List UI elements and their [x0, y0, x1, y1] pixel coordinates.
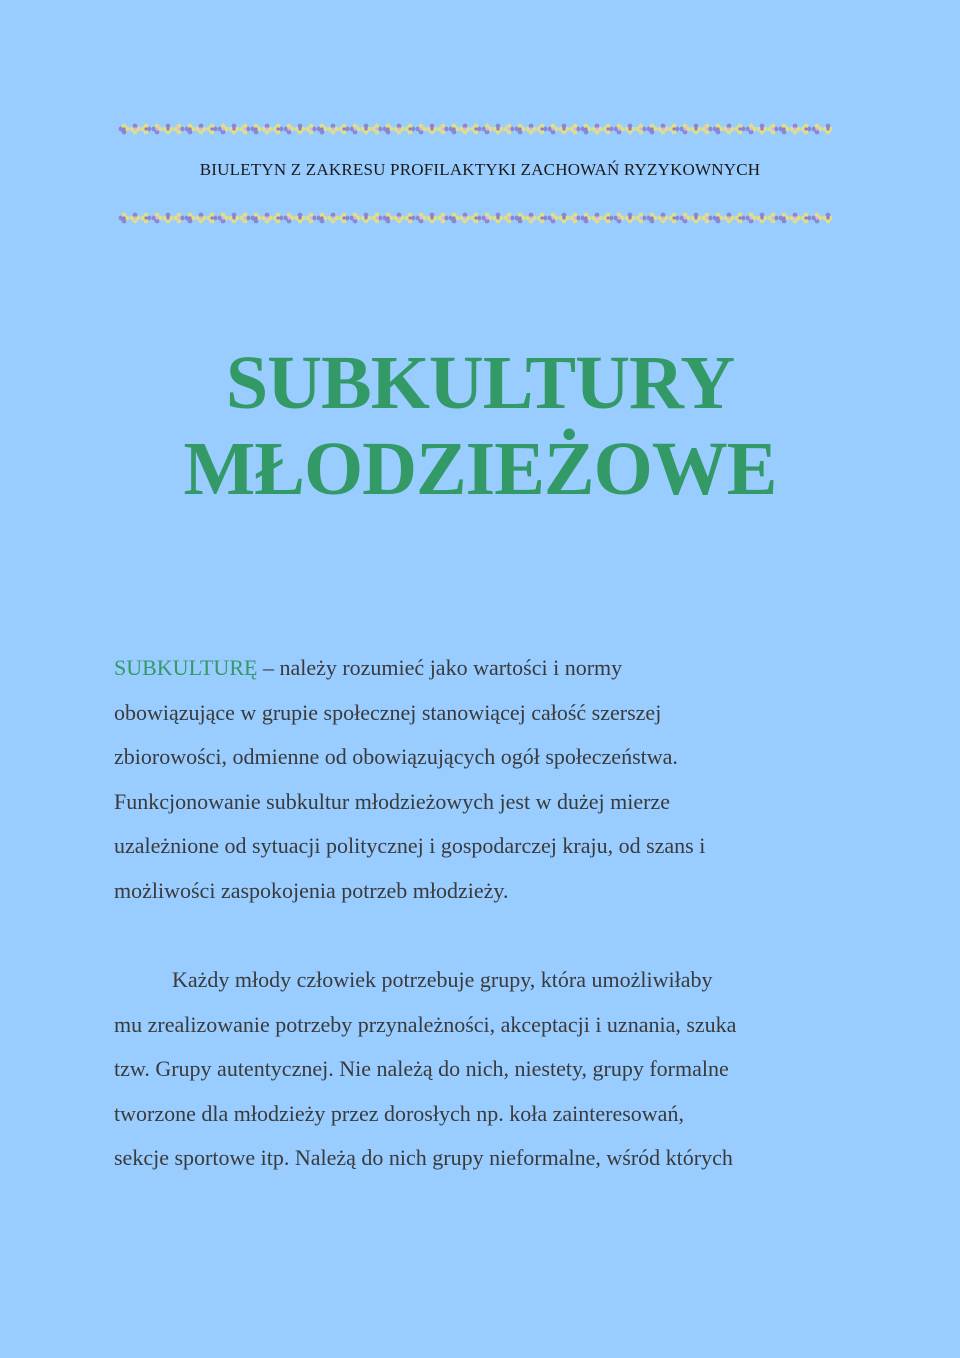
flower-motif-icon: [196, 124, 207, 135]
flower-motif-icon: [295, 124, 306, 135]
flower-motif-icon: [625, 213, 636, 224]
flower-motif-icon: [823, 213, 832, 224]
flower-motif-icon: [680, 124, 691, 135]
flower-motif-icon: [779, 213, 790, 224]
paragraph-line: uzależnione od sytuacji politycznej i gospodarczej kraju, od szans i: [114, 833, 706, 859]
flower-motif-icon: [812, 213, 823, 224]
flower-motif-icon: [746, 213, 757, 224]
flower-motif-icon: [438, 213, 449, 224]
flower-motif-icon: [416, 124, 427, 135]
flower-motif-icon: [273, 124, 284, 135]
flower-motif-icon: [218, 213, 229, 224]
paragraph-line: tzw. Grupy autentycznej. Nie należą do nich, niestety, grupy formalne: [114, 1056, 729, 1082]
paragraph-groups: [114, 958, 854, 1181]
flower-motif-icon: [592, 213, 603, 224]
flower-motif-icon: [328, 124, 339, 135]
flower-motif-icon: [636, 124, 647, 135]
flower-motif-icon: [724, 213, 735, 224]
flower-motif-icon: [119, 124, 130, 135]
flower-motif-icon: [449, 213, 460, 224]
flower-motif-icon: [504, 213, 515, 224]
flower-motif-icon: [262, 213, 273, 224]
flower-motif-icon: [537, 213, 548, 224]
decorative-border-top: [118, 122, 832, 136]
flower-motif-icon: [383, 124, 394, 135]
flower-motif-icon: [350, 213, 361, 224]
flower-motif-icon: [713, 124, 724, 135]
flower-motif-icon: [548, 213, 559, 224]
flower-motif-icon: [757, 124, 768, 135]
flower-motif-icon: [229, 124, 240, 135]
flower-motif-icon: [768, 124, 779, 135]
flower-motif-icon: [493, 124, 504, 135]
flower-border-svg: [118, 211, 832, 225]
flower-motif-icon: [262, 124, 273, 135]
paragraph-line: sekcje sportowe itp. Należą do nich grupy nieformalne, wśród których: [114, 1145, 733, 1171]
flower-motif-icon: [306, 124, 317, 135]
paragraph-line: Każdy młody człowiek potrzebuje grupy, która umożliwiłaby: [172, 967, 713, 992]
flower-motif-icon: [823, 124, 832, 135]
flower-motif-icon: [185, 124, 196, 135]
flower-motif-icon: [735, 213, 746, 224]
flower-motif-icon: [427, 124, 438, 135]
flower-motif-icon: [174, 213, 185, 224]
flower-motif-icon: [482, 213, 493, 224]
flower-motif-icon: [768, 213, 779, 224]
flower-border-svg: [118, 122, 832, 136]
flower-motif-icon: [317, 213, 328, 224]
flower-motif-icon: [471, 124, 482, 135]
flower-motif-icon: [295, 213, 306, 224]
flower-motif-icon: [702, 213, 713, 224]
flower-motif-icon: [713, 213, 724, 224]
flower-motif-icon: [779, 124, 790, 135]
flower-motif-icon: [790, 213, 801, 224]
flower-motif-icon: [471, 213, 482, 224]
flower-motif-icon: [570, 213, 581, 224]
flower-motif-icon: [801, 124, 812, 135]
flower-motif-icon: [405, 124, 416, 135]
flower-motif-icon: [658, 124, 669, 135]
flower-motif-icon: [691, 213, 702, 224]
flower-motif-icon: [284, 213, 295, 224]
keyword-subculture: SUBKULTURĘ: [114, 655, 258, 680]
flower-motif-icon: [581, 124, 592, 135]
flower-motif-icon: [581, 213, 592, 224]
flower-motif-icon: [724, 124, 735, 135]
flower-motif-icon: [251, 124, 262, 135]
flower-motif-icon: [372, 124, 383, 135]
flower-motif-icon: [207, 213, 218, 224]
flower-motif-icon: [240, 213, 251, 224]
flower-motif-icon: [229, 213, 240, 224]
flower-motif-icon: [328, 213, 339, 224]
flower-motif-icon: [625, 124, 636, 135]
flower-motif-icon: [746, 124, 757, 135]
paragraph-definition: [114, 646, 854, 914]
flower-motif-icon: [515, 124, 526, 135]
definition-text: – należy rozumieć jako wartości i normy: [257, 655, 623, 680]
flower-motif-icon: [119, 213, 130, 224]
flower-motif-icon: [537, 124, 548, 135]
flower-motif-icon: [339, 213, 350, 224]
flower-motif-icon: [790, 124, 801, 135]
flower-motif-icon: [273, 213, 284, 224]
flower-motif-icon: [570, 124, 581, 135]
paragraph-line: zbiorowości, odmienne od obowiązujących ogół społeczeństwa.: [114, 744, 678, 770]
flower-motif-icon: [394, 213, 405, 224]
flower-motif-icon: [680, 213, 691, 224]
flower-motif-icon: [196, 213, 207, 224]
flower-motif-icon: [592, 124, 603, 135]
flower-motif-icon: [801, 213, 812, 224]
flower-motif-icon: [141, 124, 152, 135]
paragraph-line: tworzone dla młodzieży przez dorosłych np. koła zainteresowań,: [114, 1100, 684, 1126]
flower-motif-icon: [515, 213, 526, 224]
flower-motif-icon: [251, 213, 262, 224]
flower-motif-icon: [636, 213, 647, 224]
paragraph-line: możliwości zaspokojenia potrzeb młodzieży.: [114, 877, 509, 903]
decorative-border-bottom: [118, 211, 832, 225]
flower-motif-icon: [559, 124, 570, 135]
flower-motif-icon: [702, 124, 713, 135]
flower-motif-icon: [460, 124, 471, 135]
flower-motif-icon: [757, 213, 768, 224]
paragraph-line: [114, 646, 854, 691]
flower-motif-icon: [526, 213, 537, 224]
flower-motif-icon: [735, 124, 746, 135]
flower-motif-icon: [218, 124, 229, 135]
flower-motif-icon: [361, 124, 372, 135]
flower-motif-icon: [372, 213, 383, 224]
flower-motif-icon: [559, 213, 570, 224]
flower-motif-icon: [449, 124, 460, 135]
flower-motif-icon: [240, 124, 251, 135]
flower-motif-icon: [185, 213, 196, 224]
flower-motif-icon: [416, 213, 427, 224]
flower-motif-icon: [526, 124, 537, 135]
flower-motif-icon: [284, 124, 295, 135]
flower-motif-icon: [317, 124, 328, 135]
flower-motif-icon: [130, 124, 141, 135]
flower-motif-icon: [603, 213, 614, 224]
paragraph-line: Funkcjonowanie subkultur młodzieżowych jest w dużej mierze: [114, 788, 670, 814]
flower-motif-icon: [163, 124, 174, 135]
flower-motif-icon: [482, 124, 493, 135]
flower-motif-icon: [691, 124, 702, 135]
flower-motif-icon: [647, 213, 658, 224]
flower-motif-icon: [350, 124, 361, 135]
flower-motif-icon: [438, 124, 449, 135]
flower-motif-icon: [812, 124, 823, 135]
flower-motif-icon: [460, 213, 471, 224]
flower-motif-icon: [130, 213, 141, 224]
flower-motif-icon: [669, 124, 680, 135]
flower-motif-icon: [141, 213, 152, 224]
paragraph-line: obowiązujące w grupie społecznej stanowiącej całość szerszej: [114, 699, 662, 725]
flower-motif-icon: [504, 124, 515, 135]
flower-motif-icon: [427, 213, 438, 224]
flower-motif-icon: [669, 213, 680, 224]
flower-motif-icon: [174, 124, 185, 135]
flower-motif-icon: [405, 213, 416, 224]
flower-motif-icon: [163, 213, 174, 224]
flower-motif-icon: [603, 124, 614, 135]
flower-motif-icon: [152, 124, 163, 135]
flower-motif-icon: [361, 213, 372, 224]
flower-motif-icon: [548, 124, 559, 135]
page-title-line-2: MŁODZIEŻOWE: [183, 427, 777, 511]
flower-motif-icon: [207, 124, 218, 135]
flower-motif-icon: [383, 213, 394, 224]
paragraph-line: mu zrealizowanie potrzeby przynależności, akceptacji i uznania, szuka: [114, 1011, 737, 1037]
flower-motif-icon: [647, 124, 658, 135]
flower-motif-icon: [614, 213, 625, 224]
page-title-line-1: SUBKULTURY: [225, 341, 735, 425]
flower-motif-icon: [493, 213, 504, 224]
flower-motif-icon: [339, 124, 350, 135]
flower-motif-icon: [152, 213, 163, 224]
flower-motif-icon: [306, 213, 317, 224]
bulletin-header: BIULETYN Z ZAKRESU PROFILAKTYKI ZACHOWAŃ RYZYKOWNYCH: [199, 160, 761, 179]
flower-motif-icon: [614, 124, 625, 135]
flower-motif-icon: [658, 213, 669, 224]
flower-motif-icon: [394, 124, 405, 135]
